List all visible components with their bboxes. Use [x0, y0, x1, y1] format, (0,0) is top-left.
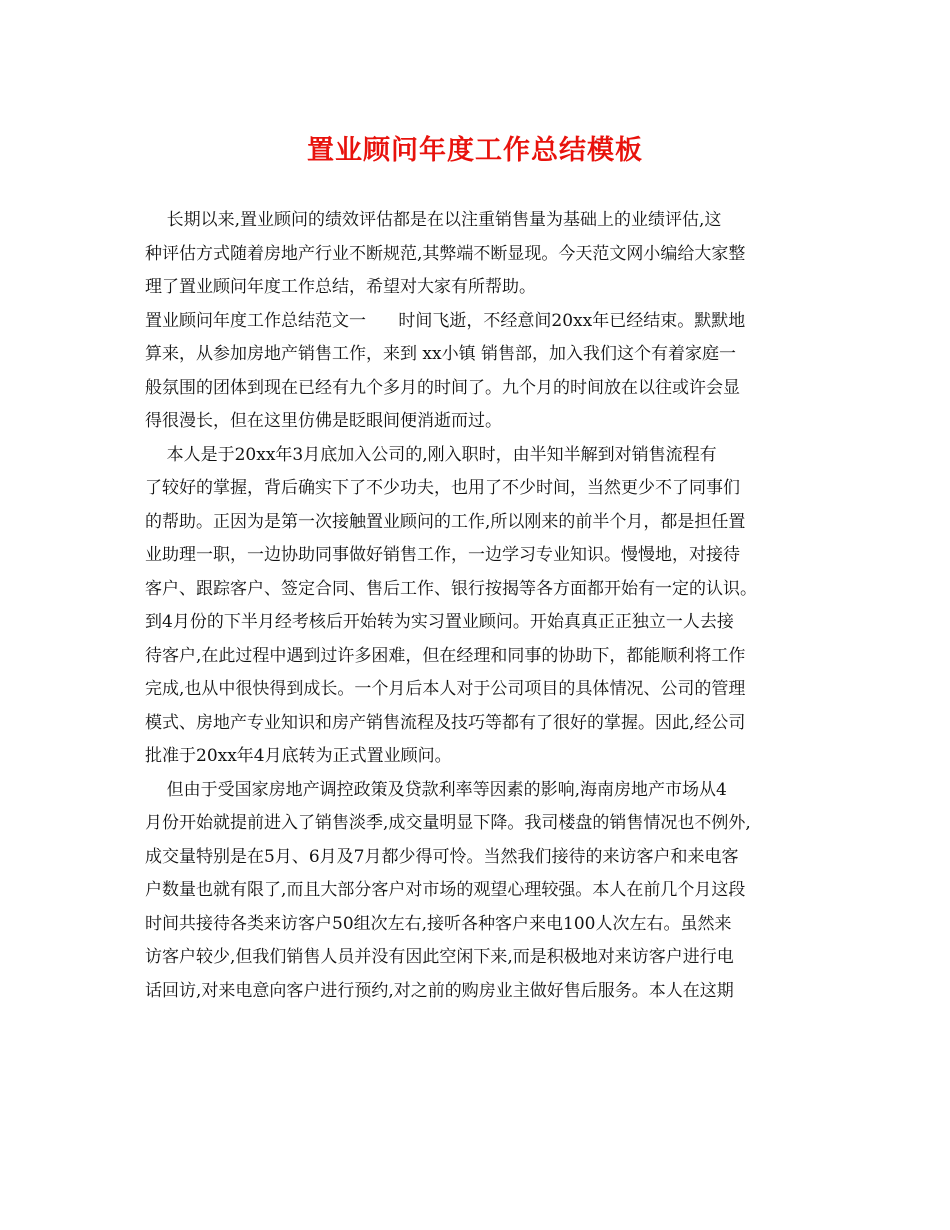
text-line: 般氛围的团体到现在已经有九个多月的时间了。九个月的时间放在以往或许会显 [145, 377, 740, 398]
text-line: 月份开始就提前进入了销售淡季,成交量明显下降。我司楼盘的销售情况也不例外, [145, 813, 751, 833]
text-line: 完成,也从中很快得到成长。一个月后本人对于公司项目的具体情况、公司的管理 [145, 679, 746, 699]
text-line: 客户、跟踪客户、签定合同、售后工作、银行按揭等各方面都开始有一定的认识。 [145, 578, 757, 599]
text-line: 户数量也就有限了,而且大部分客户对市场的观望心理较强。本人在前几个月这段 [145, 880, 746, 900]
text-line: 置业顾问年度工作总结范文一 时间飞逝，不经意间20xx年已经结束。默默地 [145, 310, 746, 331]
text-line: 待客户,在此过程中遇到过许多困难，但在经理和同事的协助下，都能顺利将工作 [145, 645, 746, 666]
text-line: 访客户较少,但我们销售人员并没有因此空闲下来,而是积极地对来访客户进行电 [145, 947, 734, 967]
document-title: 置业顾问年度工作总结模板 [307, 135, 643, 166]
text-line: 算来，从参加房地产销售工作，来到 xx小镇 销售部，加入我们这个有着家庭一 [145, 344, 736, 364]
text-line: 的帮助。正因为是第一次接触置业顾问的工作,所以刚来的前半个月，都是担任置 [145, 511, 746, 532]
text-line: 时间共接待各类来访客户50组次左右,接听各种客户来电100人次左右。虽然来 [145, 913, 732, 934]
text-line: 长期以来,置业顾问的绩效评估都是在以注重销售量为基础上的业绩评估,这 [145, 210, 722, 230]
text-line: 话回访,对来电意向客户进行预约,对之前的购房业主做好售后服务。本人在这期 [145, 980, 734, 1001]
text-line: 理了置业顾问年度工作总结，希望对大家有所帮助。 [145, 277, 536, 297]
text-line: 成交量特别是在5月、6月及7月都少得可怜。当然我们接待的来访客户和来电客 [145, 846, 739, 867]
text-line: 到4月份的下半月经考核后开始转为实习置业顾问。开始真真正正独立一人去接 [145, 612, 734, 632]
text-line: 得很漫长，但在这里仿佛是眨眼间便消逝而过。 [145, 411, 502, 431]
text-line: 批准于20xx年4月底转为正式置业顾问。 [145, 746, 452, 766]
text-line: 本人是于20xx年3月底加入公司的,刚入职时，由半知半解到对销售流程有 [145, 444, 717, 465]
text-line: 业助理一职，一边协助同事做好销售工作，一边学习专业知识。慢慢地，对接待 [145, 545, 740, 565]
text-line: 但由于受国家房地产调控政策及贷款利率等因素的影响,海南房地产市场从4 [145, 779, 727, 800]
document-body [145, 204, 810, 1008]
text-line: 种评估方式随着房地产行业不断规范,其弊端不断显现。今天范文网小编给大家整 [145, 243, 746, 264]
text-line: 模式、房地产专业知识和房产销售流程及技巧等都有了很好的掌握。因此,经公司 [145, 712, 746, 733]
text-line: 了较好的掌握，背后确实下了不少功夫，也用了不少时间，当然更少不了同事们 [145, 478, 740, 498]
